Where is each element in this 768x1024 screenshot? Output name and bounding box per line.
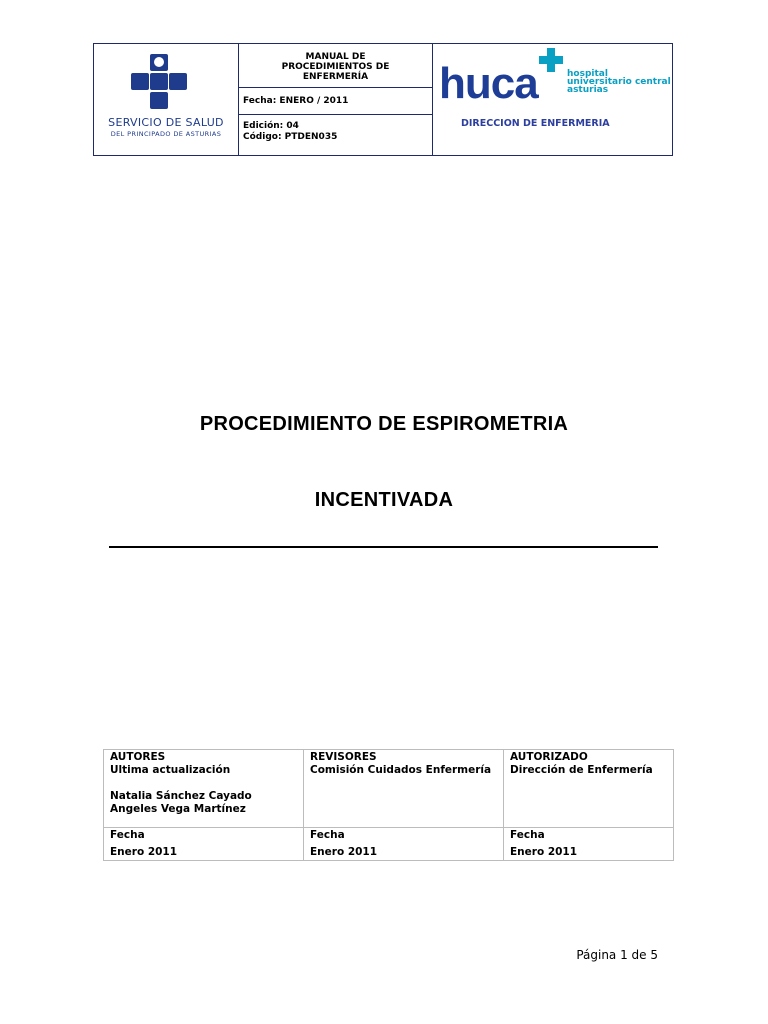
document-title-line-2: INCENTIVADA [314,489,454,511]
manual-codigo: Código: PTDEN035 [243,132,338,142]
org-name: SERVICIO DE SALUD [108,116,224,129]
document-header [93,43,673,156]
autorizado-cell [504,750,673,828]
huca-logo [439,48,673,104]
authors-table [103,749,674,861]
autor-name: Natalia Sánchez Cayado [110,790,252,802]
direccion-enfermeria: DIRECCION DE ENFERMERIA [461,118,610,129]
autores-header: AUTORES [110,751,166,763]
revisores-sub: Comisión Cuidados Enfermería [310,764,492,776]
autores-cell [104,750,304,828]
manual-info-cell [239,44,433,155]
page-number: Página 1 de 5 [576,948,658,962]
huca-sub-1: hospital [567,69,608,79]
fecha-label: Fecha [310,829,345,841]
manual-title-line-1: MANUAL DE [305,51,366,62]
fecha-value: Enero 2011 [310,846,378,858]
fecha-value: Enero 2011 [510,846,578,858]
revisores-cell [304,750,504,828]
svg-text:huca: huca [439,59,538,104]
autorizado-header: AUTORIZADO [510,751,588,763]
manual-title-line-2: PROCEDIMIENTOS DE [281,61,390,72]
autores-sub: Ultima actualización [110,764,231,776]
manual-fecha: Fecha: ENERO / 2011 [239,88,432,115]
manual-edicion-codigo [239,115,432,155]
manual-title-line-3: ENFERMERÍA [302,71,369,82]
fecha-label: Fecha [510,829,545,841]
document-title-line-1: PROCEDIMIENTO DE ESPIROMETRIA [199,413,569,435]
autorizado-fecha-cell [504,828,673,860]
servicio-salud-cross-icon [129,52,189,112]
huca-cell [433,44,672,155]
huca-sub-2: universitario central [567,77,671,87]
autor-name: Angeles Vega Martínez [110,803,246,815]
title-divider [109,546,658,548]
autores-fecha-cell [104,828,304,860]
manual-title [239,44,432,88]
revisores-header: REVISORES [310,751,377,763]
huca-sub-3: asturias [567,85,609,95]
sescam-logo-cell [94,44,239,155]
org-subname: DEL PRINCIPADO DE ASTURIAS [110,130,222,138]
fecha-label: Fecha [110,829,145,841]
manual-edicion: Edición: 04 [243,121,299,131]
revisores-fecha-cell [304,828,504,860]
fecha-value: Enero 2011 [110,846,178,858]
huca-plus-icon [539,48,563,72]
autorizado-sub: Dirección de Enfermería [510,764,653,776]
